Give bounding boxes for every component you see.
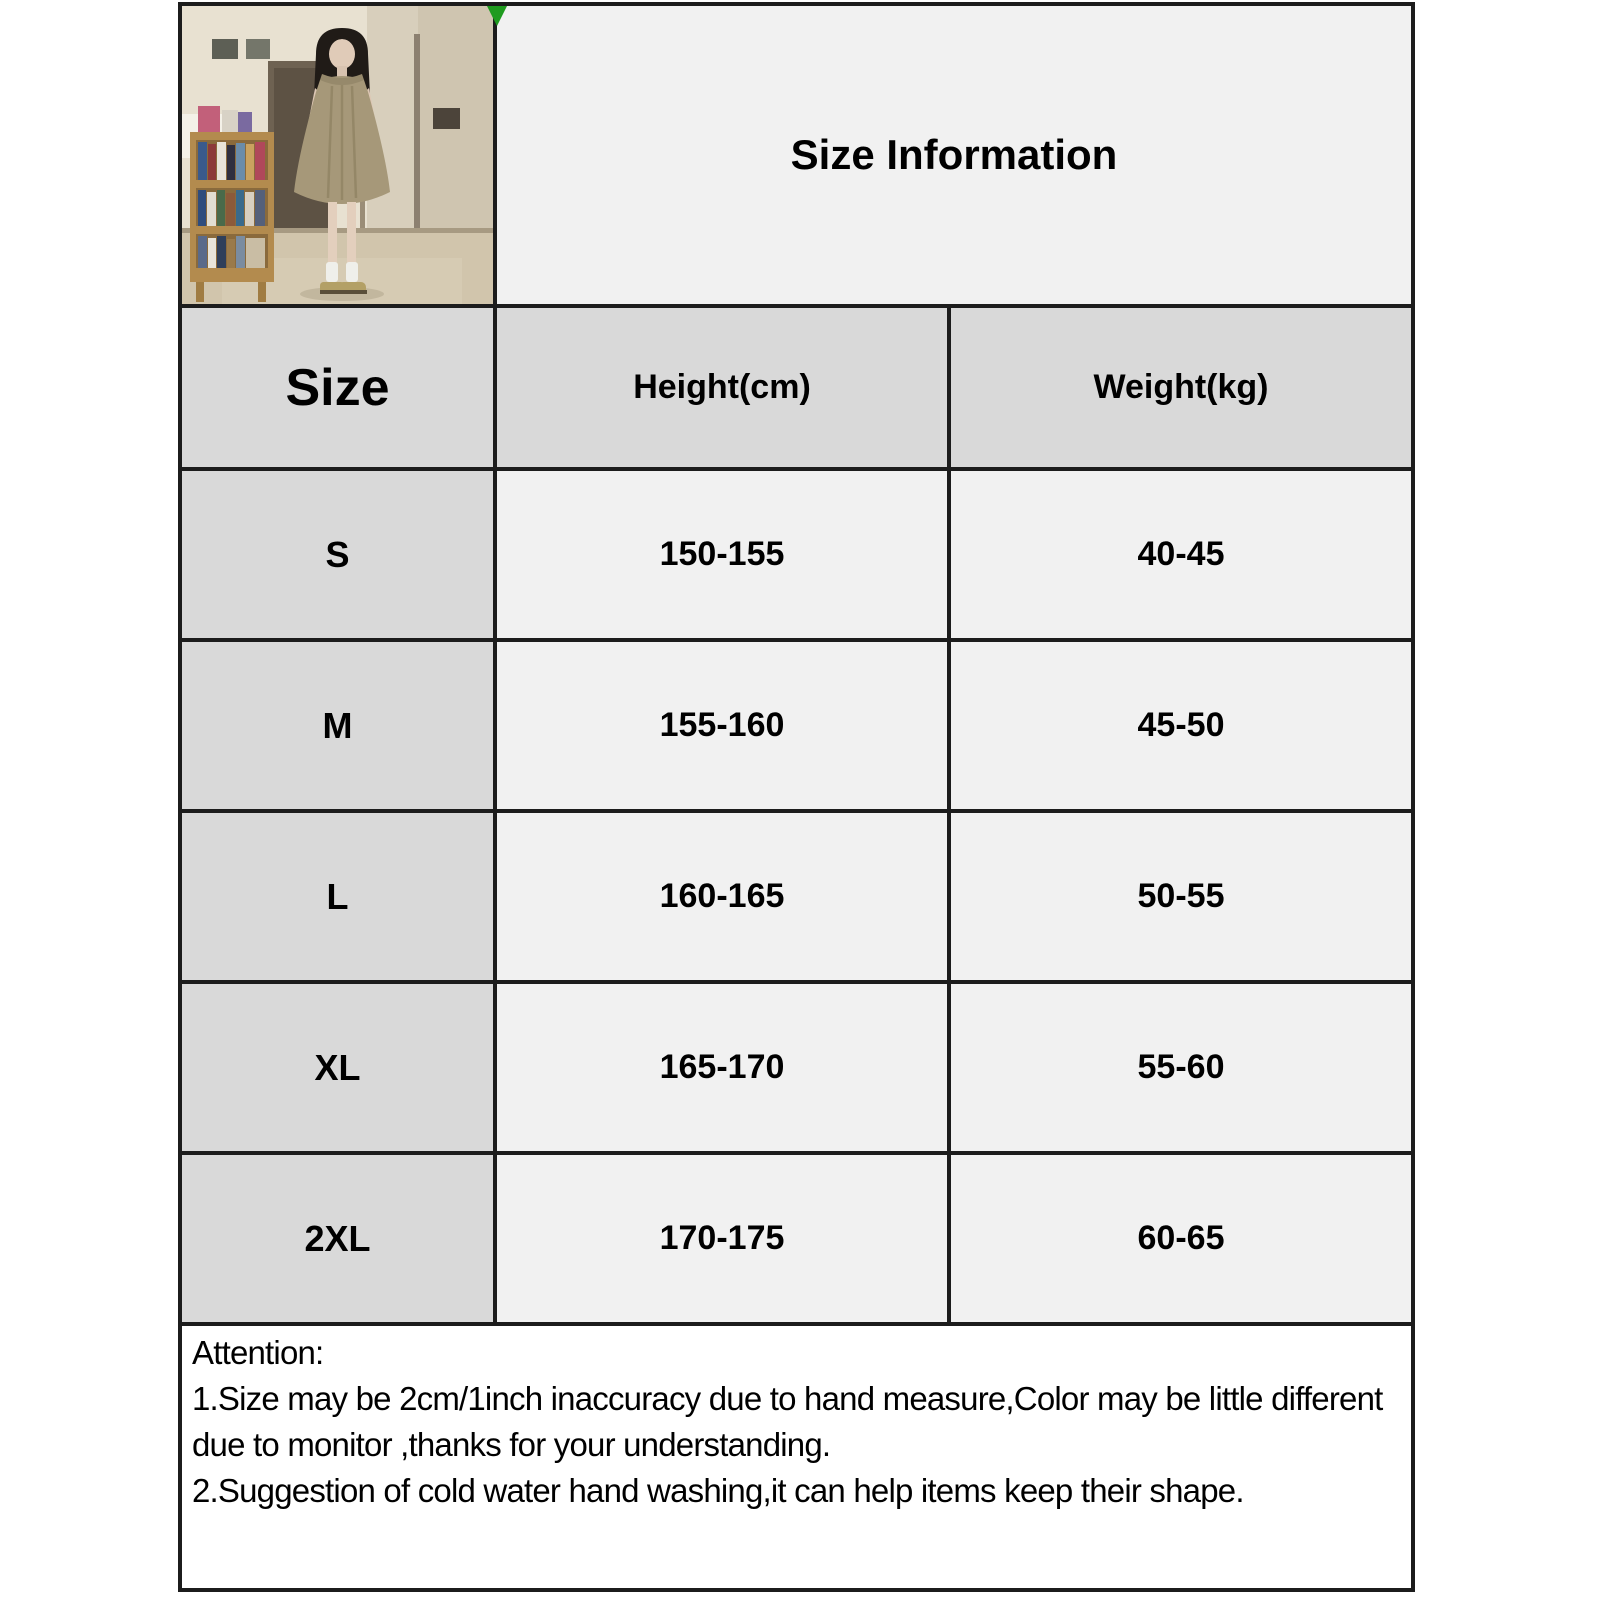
column-header-height: Height(cm) bbox=[497, 308, 951, 471]
weight-value-l: 50-55 bbox=[951, 813, 1411, 984]
size-label-2xl: 2XL bbox=[182, 1155, 497, 1326]
weight-value-xl: 55-60 bbox=[951, 984, 1411, 1155]
height-value-2xl: 170-175 bbox=[497, 1155, 951, 1326]
column-header-weight: Weight(kg) bbox=[951, 308, 1411, 471]
attention-section bbox=[182, 1326, 1411, 1588]
size-information-table bbox=[178, 2, 1415, 1592]
page-title: Size Information bbox=[790, 131, 1118, 178]
weight-value-2xl: 60-65 bbox=[951, 1155, 1411, 1326]
bookshelf bbox=[182, 106, 274, 302]
attention-note-2: 2.Suggestion of cold water hand washing,it can help items keep their shape. bbox=[192, 1472, 1244, 1509]
weight-value-m: 45-50 bbox=[951, 642, 1411, 813]
size-label-m: M bbox=[182, 642, 497, 813]
attention-heading: Attention: bbox=[192, 1334, 324, 1371]
attention-note-1: 1.Size may be 2cm/1inch inaccuracy due to hand measure,Color may be little different due to monitor ,thanks for your understanding. bbox=[192, 1380, 1383, 1463]
height-value-xl: 165-170 bbox=[497, 984, 951, 1155]
size-label-xl: XL bbox=[182, 984, 497, 1155]
weight-value-s: 40-45 bbox=[951, 471, 1411, 642]
green-corner-marker-icon bbox=[487, 6, 507, 26]
height-value-l: 160-165 bbox=[497, 813, 951, 984]
product-photo bbox=[182, 6, 493, 304]
size-label-l: L bbox=[182, 813, 497, 984]
size-label-s: S bbox=[182, 471, 497, 642]
height-value-s: 150-155 bbox=[497, 471, 951, 642]
height-value-m: 155-160 bbox=[497, 642, 951, 813]
product-photo-cell bbox=[182, 6, 497, 308]
column-header-size: Size bbox=[182, 308, 497, 471]
title-cell bbox=[497, 6, 1411, 308]
